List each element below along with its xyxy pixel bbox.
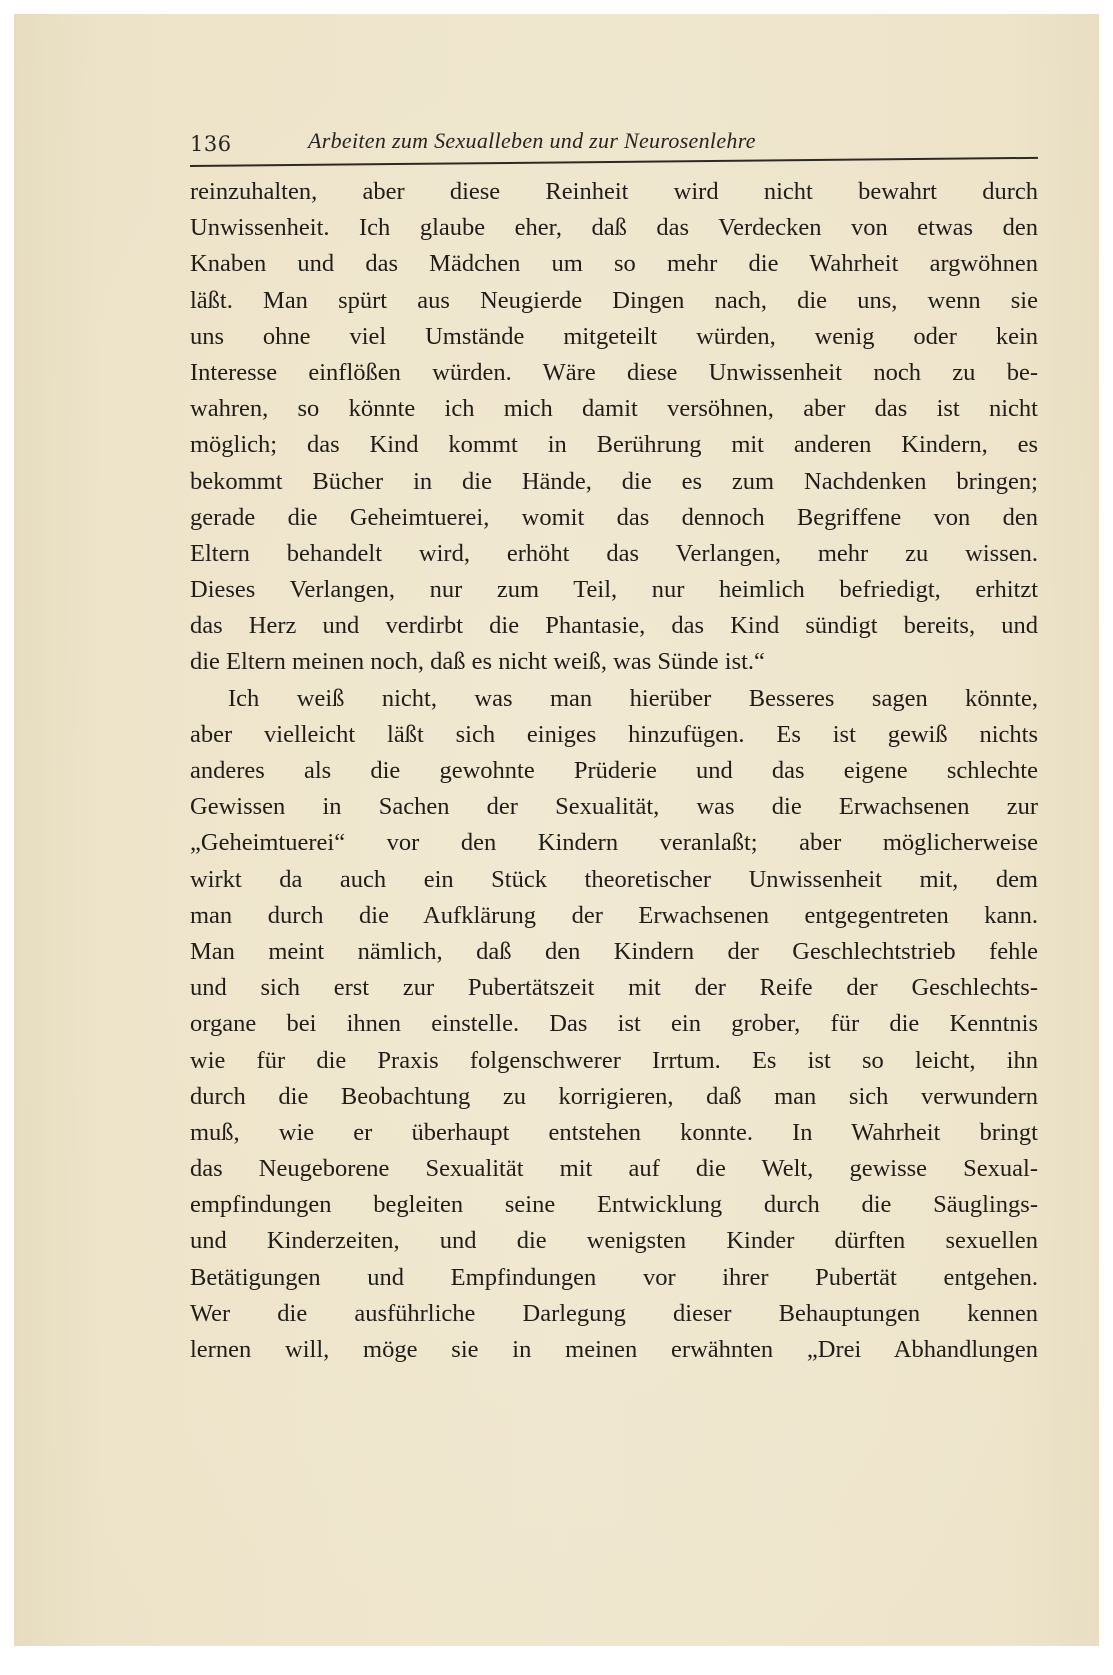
text-line: und Kinderzeiten, und die wenigsten Kinder dürften sexuellen [190, 1227, 1038, 1255]
text-line: uns ohne viel Umstände mitgeteilt würden, wenig oder kein [190, 322, 1038, 350]
text-line: Dieses Verlangen, nur zum Teil, nur heimlich befriedigt, erhitzt [190, 576, 1038, 604]
text-line: anderes als die gewohnte Prüderie und das eigene schlechte [190, 757, 1038, 784]
text-line: Gewissen in Sachen der Sexualität, was die Erwachsenen zur [190, 793, 1038, 821]
text-line: Knaben und das Mädchen um so mehr die Wahrheit argwöhnen [190, 250, 1038, 278]
text-line: wahren, so könnte ich mich damit versöhnen, aber das ist nicht [190, 395, 1038, 423]
text-line: Betätigungen und Empfindungen vor ihrer Pubertät entgehen. [190, 1263, 1038, 1291]
text-line: Eltern behandelt wird, erhöht das Verlangen, mehr zu wissen. [190, 539, 1038, 567]
book-page [14, 14, 1099, 1646]
running-head: Arbeiten zum Sexualleben und zur Neurosenlehre [308, 128, 756, 153]
text-line: läßt. Man spürt aus Neugierde Dingen nach, die uns, wenn sie [190, 286, 1038, 314]
text-line: wirkt da auch ein Stück theoretischer Unwissenheit mit, dem [190, 865, 1038, 893]
text-line: möglich; das Kind kommt in Berührung mit anderen Kindern, es [190, 431, 1038, 459]
text-line: Unwissenheit. Ich glaube eher, daß das Verdecken von etwas den [190, 214, 1038, 242]
text-line: man durch die Aufklärung der Erwachsenen entgegentreten kann. [190, 901, 1038, 929]
text-line: reinzuhalten, aber diese Reinheit wird nicht bewahrt durch [190, 178, 1038, 205]
text-line: durch die Beobachtung zu korrigieren, daß man sich verwundern [190, 1082, 1038, 1110]
body-text [190, 174, 1038, 1368]
text-line: das Herz und verdirbt die Phantasie, das Kind sündigt bereits, und [190, 612, 1038, 640]
text-line: und sich erst zur Pubertätszeit mit der Reife der Geschlechts- [190, 974, 1038, 1002]
text-line: Man meint nämlich, daß den Kindern der Geschlechtstrieb fehle [190, 937, 1038, 965]
text-line: „Geheimtuerei“ vor den Kindern veranlaßt; aber möglicherweise [190, 829, 1038, 857]
text-line: muß, wie er überhaupt entstehen konnte. In Wahrheit bringt [190, 1118, 1038, 1146]
text-line: gerade die Geheimtuerei, womit das dennoch Begriffene von den [190, 503, 1038, 531]
text-line: bekommt Bücher in die Hände, die es zum Nachdenken bringen; [190, 467, 1038, 495]
text-line: lernen will, möge sie in meinen erwähnten „Drei Abhandlungen [190, 1336, 1038, 1363]
text-line: organe bei ihnen einstelle. Das ist ein grober, für die Kenntnis [190, 1010, 1038, 1038]
text-line: wie für die Praxis folgenschwerer Irrtum. Es ist so leicht, ihn [190, 1046, 1038, 1074]
text-line: aber vielleicht läßt sich einiges hinzufügen. Es ist gewiß nichts [190, 720, 1038, 748]
text-line: Interesse einflößen würden. Wäre diese Unwissenheit noch zu be- [190, 358, 1038, 386]
paragraph-start-line: Ich weiß nicht, was man hierüber Besseres sagen könnte, [228, 684, 1038, 712]
page-header [190, 122, 1037, 162]
text-line: das Neugeborene Sexualität mit auf die Welt, gewisse Sexual- [190, 1155, 1038, 1183]
text-line: empfindungen begleiten seine Entwicklung durch die Säuglings- [190, 1191, 1038, 1219]
text-line: Wer die ausführliche Darlegung dieser Behauptungen kennen [190, 1299, 1038, 1327]
paragraph-end-line: die Eltern meinen noch, daß es nicht weiß, was Sünde ist.“ [190, 648, 765, 676]
page-number: 136 [190, 132, 232, 156]
